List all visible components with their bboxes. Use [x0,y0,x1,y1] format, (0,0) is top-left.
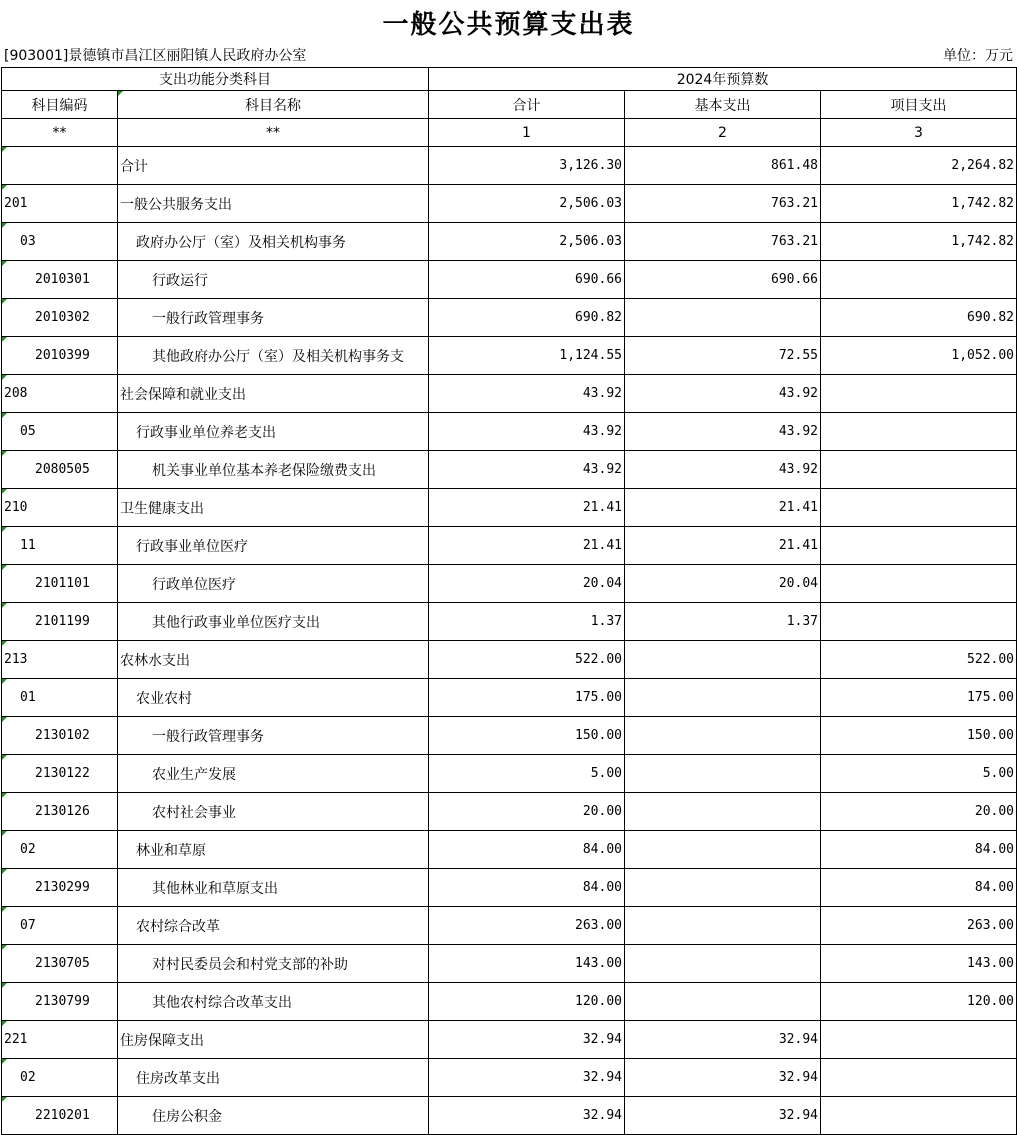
row-name: 其他政府办公厅（室）及相关机构事务支 [118,337,429,375]
row-name: 农业农村 [118,679,429,717]
row-project [821,489,1017,527]
row-total: 43.92 [429,451,625,489]
row-total: 43.92 [429,413,625,451]
row-project: 690.82 [821,299,1017,337]
row-total: 21.41 [429,489,625,527]
row-basic: 763.21 [625,223,821,261]
row-project: 1,742.82 [821,185,1017,223]
table-row [2,755,1017,793]
row-code: 213 [2,641,118,679]
table-row [2,261,1017,299]
table-row [2,869,1017,907]
row-basic [625,299,821,337]
table-row [2,793,1017,831]
row-code: 221 [2,1021,118,1059]
table-row [2,565,1017,603]
row-name: 行政单位医疗 [118,565,429,603]
row-project [821,451,1017,489]
row-total: 175.00 [429,679,625,717]
row-project: 143.00 [821,945,1017,983]
row-name: 一般公共服务支出 [118,185,429,223]
row-total: 1.37 [429,603,625,641]
row-code: 07 [2,907,118,945]
row-total: 690.82 [429,299,625,337]
row-basic: 43.92 [625,413,821,451]
row-basic: 72.55 [625,337,821,375]
table-row [2,451,1017,489]
table-row [2,679,1017,717]
row-basic [625,983,821,1021]
row-name: 社会保障和就业支出 [118,375,429,413]
header-name-mark: ** [118,119,429,147]
table-row [2,1097,1017,1135]
row-basic [625,907,821,945]
row-basic [625,831,821,869]
row-total: 32.94 [429,1059,625,1097]
row-code: 2080505 [2,451,118,489]
row-code: 2130102 [2,717,118,755]
header-basic: 基本支出 [625,91,821,119]
unit-label: 单位：万元 [943,48,1013,64]
header-code: 科目编码 [2,91,118,119]
header-project-index: 3 [821,119,1017,147]
row-code: 2130126 [2,793,118,831]
row-project [821,261,1017,299]
row-code: 201 [2,185,118,223]
row-code: 2130299 [2,869,118,907]
table-row [2,831,1017,869]
table-row [2,299,1017,337]
row-total: 32.94 [429,1097,625,1135]
row-code: 02 [2,831,118,869]
row-project: 120.00 [821,983,1017,1021]
row-basic: 1.37 [625,603,821,641]
row-total: 120.00 [429,983,625,1021]
row-project: 150.00 [821,717,1017,755]
row-basic: 32.94 [625,1097,821,1135]
table-row [2,489,1017,527]
row-total: 84.00 [429,831,625,869]
row-code: 2101199 [2,603,118,641]
row-name: 机关事业单位基本养老保险缴费支出 [118,451,429,489]
row-total: 2,506.03 [429,185,625,223]
table-row [2,603,1017,641]
row-total: 84.00 [429,869,625,907]
row-project: 175.00 [821,679,1017,717]
row-basic [625,641,821,679]
row-name: 农林水支出 [118,641,429,679]
row-code: 01 [2,679,118,717]
row-total: 690.66 [429,261,625,299]
header-project: 项目支出 [821,91,1017,119]
header-total: 合计 [429,91,625,119]
row-basic: 21.41 [625,489,821,527]
row-project [821,527,1017,565]
row-name: 其他行政事业单位医疗支出 [118,603,429,641]
row-name: 其他林业和草原支出 [118,869,429,907]
row-project [821,413,1017,451]
table-row [2,1059,1017,1097]
row-basic: 43.92 [625,451,821,489]
header-group-budget: 2024年预算数 [429,68,1017,91]
row-name: 林业和草原 [118,831,429,869]
row-total: 3,126.30 [429,147,625,185]
row-basic [625,717,821,755]
row-total: 2,506.03 [429,223,625,261]
row-basic: 43.92 [625,375,821,413]
row-project [821,375,1017,413]
table-row [2,337,1017,375]
row-code: 208 [2,375,118,413]
row-name: 农村社会事业 [118,793,429,831]
row-code: 210 [2,489,118,527]
row-total: 20.00 [429,793,625,831]
row-code: 05 [2,413,118,451]
row-total: 150.00 [429,717,625,755]
table-row [2,907,1017,945]
row-name: 农村综合改革 [118,907,429,945]
row-basic: 861.48 [625,147,821,185]
row-name: 住房改革支出 [118,1059,429,1097]
row-project [821,603,1017,641]
row-total: 143.00 [429,945,625,983]
row-project: 1,742.82 [821,223,1017,261]
row-code: 2130705 [2,945,118,983]
row-total: 522.00 [429,641,625,679]
table-body [2,147,1017,1135]
row-name: 卫生健康支出 [118,489,429,527]
row-code: 2101101 [2,565,118,603]
row-total: 20.04 [429,565,625,603]
row-project [821,1059,1017,1097]
row-code: 2010399 [2,337,118,375]
row-name: 其他农村综合改革支出 [118,983,429,1021]
row-total: 1,124.55 [429,337,625,375]
header-group-subject: 支出功能分类科目 [2,68,429,91]
table-row [2,413,1017,451]
header-basic-index: 2 [625,119,821,147]
row-project [821,565,1017,603]
row-total: 43.92 [429,375,625,413]
row-name: 住房公积金 [118,1097,429,1135]
row-project: 20.00 [821,793,1017,831]
row-project: 84.00 [821,831,1017,869]
row-name: 一般行政管理事务 [118,717,429,755]
row-name: 住房保障支出 [118,1021,429,1059]
row-code: 2210201 [2,1097,118,1135]
row-project: 2,264.82 [821,147,1017,185]
row-name: 政府办公厅（室）及相关机构事务 [118,223,429,261]
row-name: 一般行政管理事务 [118,299,429,337]
table-row [2,527,1017,565]
header-total-index: 1 [429,119,625,147]
row-code: 2130122 [2,755,118,793]
row-code: 2010301 [2,261,118,299]
row-code: 2130799 [2,983,118,1021]
row-basic: 763.21 [625,185,821,223]
table-row [2,1021,1017,1059]
row-project: 1,052.00 [821,337,1017,375]
table-row [2,945,1017,983]
row-code [2,147,118,185]
budget-table [1,67,1017,1135]
table-row [2,223,1017,261]
row-basic [625,945,821,983]
row-basic [625,679,821,717]
row-project [821,1021,1017,1059]
row-basic: 32.94 [625,1021,821,1059]
row-code: 03 [2,223,118,261]
row-name: 行政运行 [118,261,429,299]
table-row [2,147,1017,185]
row-project: 263.00 [821,907,1017,945]
row-total: 5.00 [429,755,625,793]
row-total: 32.94 [429,1021,625,1059]
row-basic [625,755,821,793]
row-project: 84.00 [821,869,1017,907]
header-code-mark: ** [2,119,118,147]
page-title: 一般公共预算支出表 [382,10,635,40]
table-row [2,641,1017,679]
header-name: 科目名称 [118,91,429,119]
row-basic: 690.66 [625,261,821,299]
row-total: 263.00 [429,907,625,945]
row-basic: 32.94 [625,1059,821,1097]
table-row [2,375,1017,413]
row-project: 522.00 [821,641,1017,679]
row-basic [625,793,821,831]
row-name: 合计 [118,147,429,185]
row-code: 02 [2,1059,118,1097]
table-row [2,717,1017,755]
table-row [2,983,1017,1021]
row-project [821,1097,1017,1135]
row-name: 行政事业单位养老支出 [118,413,429,451]
row-name: 对村民委员会和村党支部的补助 [118,945,429,983]
row-project: 5.00 [821,755,1017,793]
row-name: 行政事业单位医疗 [118,527,429,565]
row-total: 21.41 [429,527,625,565]
table-row [2,185,1017,223]
row-code: 11 [2,527,118,565]
organization-label: [903001]景德镇市昌江区丽阳镇人民政府办公室 [4,48,307,64]
row-basic: 21.41 [625,527,821,565]
row-basic: 20.04 [625,565,821,603]
row-name: 农业生产发展 [118,755,429,793]
row-code: 2010302 [2,299,118,337]
row-basic [625,869,821,907]
